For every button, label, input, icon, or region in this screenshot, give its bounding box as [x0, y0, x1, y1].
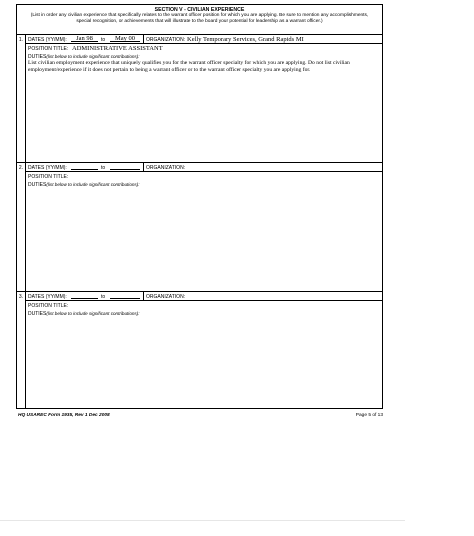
section-header: [17, 5, 382, 35]
duties-hint: (list below to include significant contributions):: [46, 54, 140, 59]
section-title: SECTION V - CIVILIAN EXPERIENCE: [154, 7, 245, 13]
organization-label: ORGANIZATION:: [146, 165, 186, 171]
experience-entry-2: [17, 162, 382, 291]
date-to-input[interactable]: [110, 292, 140, 299]
position-title-field: [26, 301, 382, 310]
entry-number: 3.: [17, 292, 26, 409]
date-to-input[interactable]: [110, 163, 140, 170]
dates-label: DATES (YY/MM):: [28, 165, 67, 171]
position-title-label: POSITION TITLE:: [28, 303, 69, 309]
position-title-input[interactable]: ADMINISTRATIVE ASSISTANT: [72, 45, 163, 52]
organization-input[interactable]: Kelly Temporary Services, Grand Rapids MI: [187, 36, 304, 43]
dates-field: [26, 35, 144, 44]
duties-hint: (list below to include significant contributions):: [46, 311, 140, 316]
duties-label: [28, 311, 140, 317]
duties-label-text: DUTIES: [28, 311, 47, 317]
dates-field: [26, 163, 144, 172]
organization-field: [144, 292, 382, 301]
page-footer: [16, 411, 383, 421]
position-title-field: [26, 44, 382, 53]
experience-entry-1: [17, 34, 382, 162]
to-label: to: [101, 37, 106, 43]
duties-hint: (list below to include significant contributions):: [46, 182, 140, 187]
position-title-label: POSITION TITLE:: [28, 46, 69, 52]
civilian-experience-form: [16, 4, 383, 409]
dates-label: DATES (YY/MM):: [28, 294, 67, 300]
entry-number: 1.: [17, 35, 26, 162]
date-to-input[interactable]: May 00: [110, 35, 140, 42]
position-title-label: POSITION TITLE:: [28, 174, 69, 180]
date-from-input[interactable]: [71, 292, 98, 299]
date-from-input[interactable]: [71, 163, 98, 170]
page-number: Page 5 of 13: [355, 413, 383, 418]
form-id: HQ USAREC Form 1935, Rev 1 Dec 2008: [18, 413, 110, 418]
page-edge-divider: [0, 520, 405, 521]
organization-field: [144, 35, 382, 44]
experience-entry-3: [17, 291, 382, 409]
organization-label: ORGANIZATION:: [146, 294, 186, 300]
to-label: to: [101, 294, 106, 300]
date-from-input[interactable]: Jan 98: [71, 35, 98, 42]
duties-label-text: DUTIES: [28, 182, 47, 188]
section-instructions: (List in order any civilian experience that specifically relates to the warrant officer position for which you are applying. Be sure to mention any accomplishments, special recognition, or achievements that will illustrate to the board your potential for leadership as a warrant officer.): [30, 13, 369, 24]
duties-label: [28, 182, 140, 188]
dates-label: DATES (YY/MM):: [28, 37, 67, 43]
position-title-field: [26, 172, 382, 181]
organization-label: ORGANIZATION:: [146, 37, 186, 43]
duties-label-text: DUTIES: [28, 54, 47, 60]
organization-field: [144, 163, 382, 172]
dates-field: [26, 292, 144, 301]
duties-input[interactable]: List civilian employment experience that uniquely qualifies you for the warrant officer specialty for which you are applying. Do not list civilian employment/experience if it does not pertain to being a warrant officer or to the warrant officer specialty you are applying for.: [28, 60, 350, 73]
entry-number: 2.: [17, 163, 26, 291]
to-label: to: [101, 165, 106, 171]
